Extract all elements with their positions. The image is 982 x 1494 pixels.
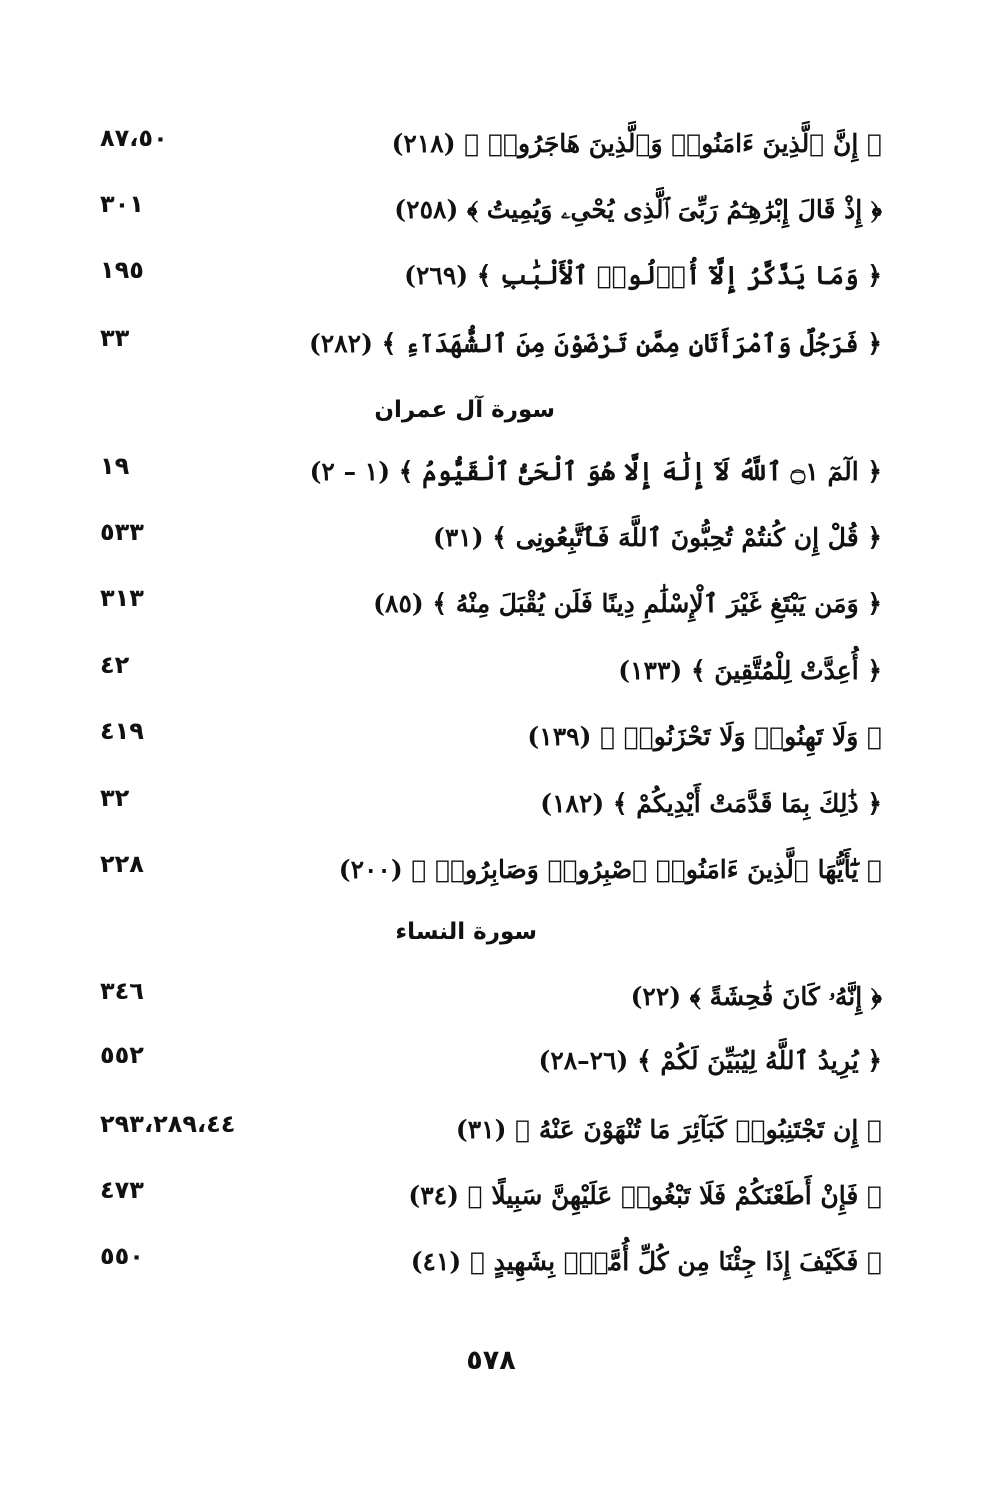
index-entry bbox=[0, 1172, 982, 1220]
index-entry bbox=[0, 448, 982, 496]
page-references: ٣١٣ bbox=[100, 584, 144, 612]
page-number: ٥٧٨ bbox=[466, 1345, 516, 1376]
verse-text: ﴿ يُرِيدُ ٱللَّهُ لِيُبَيِّنَ لَكُمْ ﴾ (٢٦–٢٨) bbox=[538, 1046, 882, 1075]
page-references: ٤٢ bbox=[100, 651, 130, 679]
verse-text: ﴿ إِن تَجْتَنِبُوا۟ كَبَآئِرَ مَا تُنْهَوْنَ عَنْهُ ﴾ (٣١) bbox=[455, 1115, 882, 1144]
index-entry bbox=[0, 647, 982, 695]
index-entry bbox=[0, 120, 982, 168]
page-references: ٥٥٠ bbox=[100, 1242, 144, 1270]
verse-text: ﴿ إِذْ قَالَ إِبْرَٰهِـۧمُ رَبِّىَ ٱلَّذِى يُحْىِۦ وَيُمِيتُ ﴾ (٢٥٨) bbox=[394, 195, 882, 224]
page-references: ٤١٩ bbox=[100, 717, 144, 745]
index-entry bbox=[0, 713, 982, 761]
verse-text: ﴿ قُلْ إِن كُنتُمْ تُحِبُّونَ ٱللَّهَ فَٱتَّبِعُونِى ﴾ (٣١) bbox=[432, 523, 882, 552]
page-references: ٣٣ bbox=[100, 324, 130, 352]
verse-text: ﴿ وَلَا تَهِنُوا۟ وَلَا تَحْزَنُوا۟ ﴾ (١٣٩) bbox=[527, 722, 882, 751]
page-references: ١٩٥ bbox=[100, 256, 144, 284]
verse-text: ﴿ فَإِنْ أَطَعْنَكُمْ فَلَا تَبْغُوا۟ عَلَيْهِنَّ سَبِيلًا ﴾ (٣٤) bbox=[408, 1181, 882, 1210]
page-references: ٢٢٨ bbox=[100, 850, 144, 878]
index-entry bbox=[0, 320, 982, 368]
index-entry bbox=[0, 186, 982, 234]
index-entry bbox=[0, 252, 982, 300]
surah-heading: سورة النساء bbox=[395, 919, 537, 945]
verse-text: ﴿ وَمَن يَبْتَغِ غَيْرَ ٱلْإِسْلَٰمِ دِينًا فَلَن يُقْبَلَ مِنْهُ ﴾ (٨٥) bbox=[373, 589, 882, 618]
index-entry bbox=[0, 780, 982, 828]
verse-text: ﴿ وَمَا يَذَّكَّرُ إِلَّآ أُو۟لُوا۟ ٱلْأَلْبَٰبِ ﴾ (٢٦٩) bbox=[404, 261, 882, 290]
index-entry bbox=[0, 973, 982, 1021]
page-references: ٢٩٣،٢٨٩،٤٤ bbox=[100, 1110, 236, 1138]
index-entry bbox=[0, 1037, 982, 1085]
verse-text: ﴿ يَٰٓأَيُّهَا ٱلَّذِينَ ءَامَنُوا۟ ٱصْبِرُوا۟ وَصَابِرُوا۟ ﴾ (٢٠٠) bbox=[338, 855, 882, 884]
verse-text: ﴿ فَرَجُلٌ وَٱمْرَأَتَانِ مِمَّن تَرْضَوْنَ مِنَ ٱلشُّهَدَآءِ ﴾ (٢٨٢) bbox=[308, 329, 882, 358]
index-entry bbox=[0, 1238, 982, 1286]
surah-heading: سورة آل عمران bbox=[374, 397, 555, 423]
verse-text: ﴿ إِنَّ ٱلَّذِينَ ءَامَنُوا۟ وَٱلَّذِينَ هَاجَرُوا۟ ﴾ (٢١٨) bbox=[391, 129, 882, 158]
verse-text: ﴿ فَكَيْفَ إِذَا جِئْنَا مِن كُلِّ أُمَّةٍۭ بِشَهِيدٍ ﴾ (٤١) bbox=[410, 1247, 882, 1276]
verse-text: ﴿ إِنَّهُۥ كَانَ فَٰحِشَةً ﴾ (٢٢) bbox=[630, 982, 882, 1011]
verse-text: ﴿ الٓمٓ ۝١ ٱللَّهُ لَآ إِلَٰهَ إِلَّا هُوَ ٱلْحَىُّ ٱلْقَيُّومُ ﴾ (١ – ٢) bbox=[309, 457, 882, 486]
page-references: ٨٧،٥٠ bbox=[100, 124, 168, 152]
page-references: ٥٥٢ bbox=[100, 1041, 144, 1069]
index-entry bbox=[0, 846, 982, 894]
page-references: ٤٧٣ bbox=[100, 1176, 144, 1204]
index-entry bbox=[0, 514, 982, 562]
page-references: ٣٤٦ bbox=[100, 977, 144, 1005]
page-references: ٣٠١ bbox=[100, 190, 144, 218]
verse-text: ﴿ ذَٰلِكَ بِمَا قَدَّمَتْ أَيْدِيكُمْ ﴾ (١٨٢) bbox=[540, 789, 882, 818]
verse-text: ﴿ أُعِدَّتْ لِلْمُتَّقِينَ ﴾ (١٣٣) bbox=[618, 656, 882, 685]
page-references: ٣٢ bbox=[100, 784, 130, 812]
page-references: ١٩ bbox=[100, 452, 130, 480]
page-references: ٥٣٣ bbox=[100, 518, 144, 546]
index-entry bbox=[0, 1106, 982, 1154]
index-entry bbox=[0, 580, 982, 628]
